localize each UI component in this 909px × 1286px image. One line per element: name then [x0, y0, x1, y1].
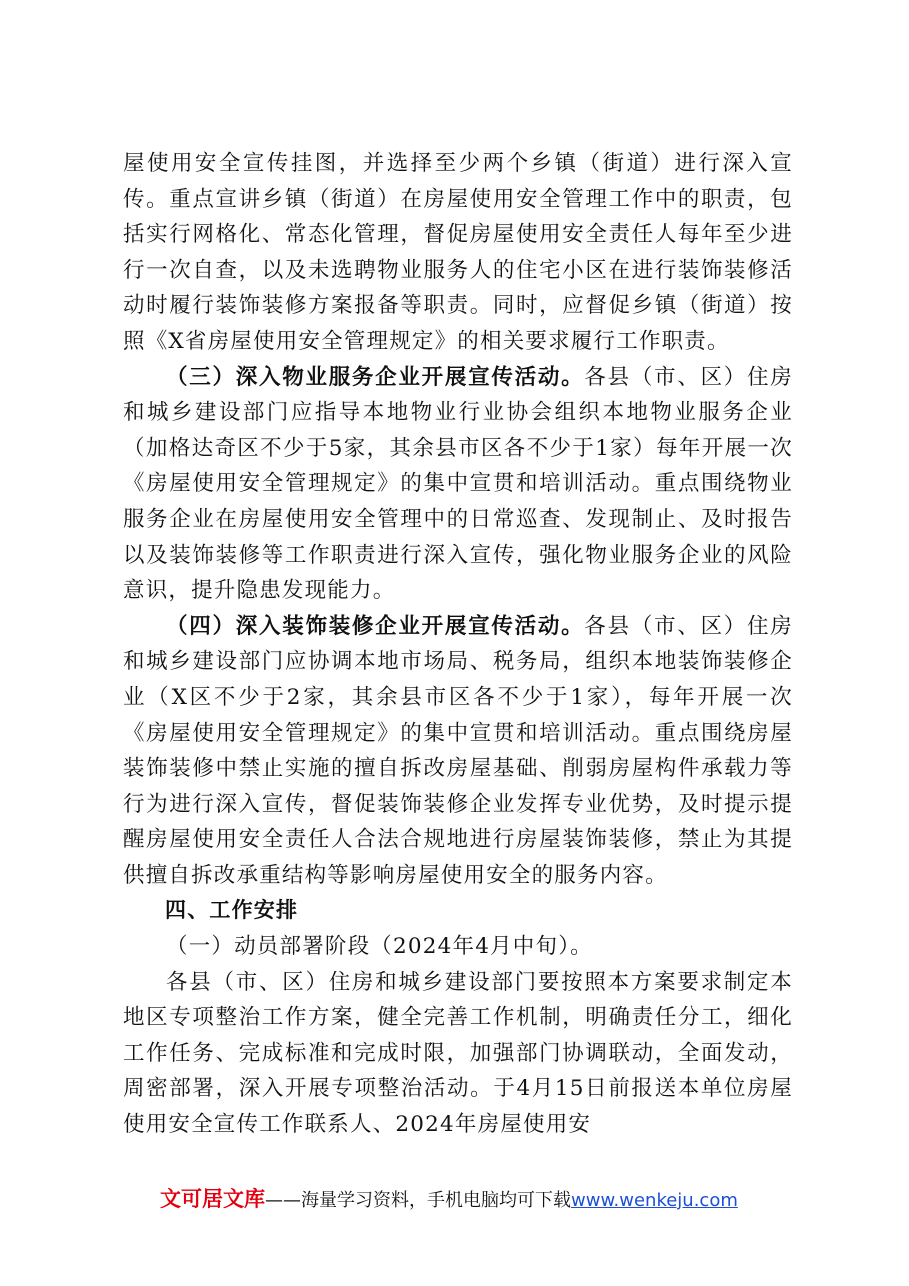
footer-banner: [160, 1183, 780, 1213]
document-body: [123, 146, 793, 1143]
paragraph-body-text: 各县（市、区）住房和城乡建设部门应指导本地物业行业协会组织本地物业服务企业（加格达奇区不少于5家，其余县市区各不少于1家）每年开展一次《房屋使用安全管理规定》的集中宣贯和培训活动。重点围绕物业服务企业在房屋使用安全管理中的日常巡查、发现制止、及时报告以及装饰装修等工作职责进行深入宣传，强化物业服务企业的风险意识，提升隐患发现能力。: [123, 364, 793, 604]
paragraph-property-services: [123, 360, 793, 609]
footer-link[interactable]: www.wenkeju.com: [571, 1190, 738, 1211]
paragraph-mobilization: 各县（市、区）住房和城乡建设部门要按照本方案要求制定本地区专项整治工作方案，健全完善工作机制，明确责任分工，细化工作任务、完成标准和完成时限，加强部门协调联动，全面发动，周密部署，深入开展专项整治活动。于4月15日前报送本单位房屋使用安全宣传工作联系人、2024年房屋使用安: [123, 969, 793, 1138]
brand-logo-text: 文可居文库: [160, 1187, 265, 1211]
footer-slogan: ——海量学习资料，手机电脑均可下载: [265, 1190, 571, 1211]
paragraph-lead-heading: （四）深入装饰装修企业开展宣传活动。: [166, 613, 585, 639]
sub-heading: （一）动员部署阶段（2024年4月中旬）。: [166, 934, 593, 960]
paragraph-body-text: 各县（市、区）住房和城乡建设部门应协调本地市场局、税务局，组织本地装饰装修企业（X区不少于2家，其余县市区各不少于1家），每年开展一次《房屋使用安全管理规定》的集中宣贯和培训活动。重点围绕房屋装饰装修中禁止实施的擅自拆改房屋基础、削弱房屋构件承载力等行为进行深入宣传，督促装饰装修企业发挥专业优势，及时提示提醒房屋使用安全责任人合法合规地进行房屋装饰装修，禁止为其提供擅自拆改承重结构等影响房屋使用安全的服务内容。: [123, 613, 793, 888]
paragraph-lead-heading: （三）深入物业服务企业开展宣传活动。: [166, 364, 585, 390]
section-heading: 四、工作安排: [165, 898, 299, 923]
paragraph-decoration-companies: [123, 609, 793, 894]
paragraph-continuation: 屋使用安全宣传挂图，并选择至少两个乡镇（街道）进行深入宣传。重点宣讲乡镇（街道）在房屋使用安全管理工作中的职责，包括实行网格化、常态化管理，督促房屋使用安全责任人每年至少进行一次自查，以及未选聘物业服务人的住宅小区在进行装饰装修活动时履行装饰装修方案报备等职责。同时，应督促乡镇（街道）按照《X省房屋使用安全管理规定》的相关要求履行工作职责。: [123, 151, 793, 354]
